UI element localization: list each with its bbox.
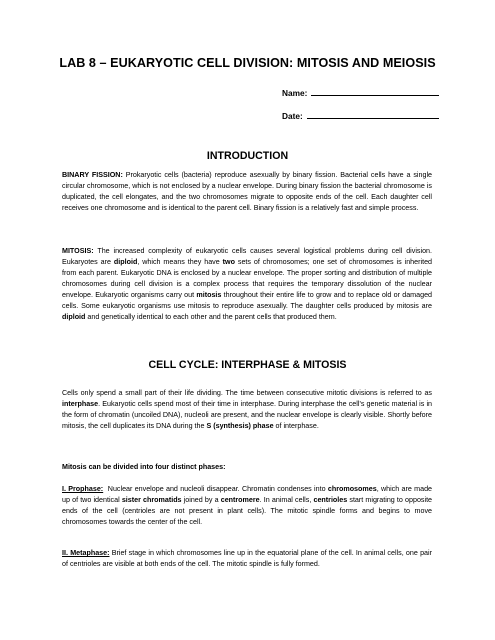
metaphase-paragraph: [62, 548, 432, 570]
binary-fission-label: BINARY FISSION:: [62, 171, 123, 179]
interphase-text-2: . Eukaryotic cells spend most of their time in interphase. During interphase the cell's genetic material is in the form of chromatin (uncoiled DNA), nucleoli are present, and the nuclear envelope is clearly visible. Shortly before mitosis, the cell duplicates its DNA during the: [62, 400, 432, 430]
interphase-text-1: Cells only spend a small part of their life dividing. The time between consecutive mitotic divisions is referred to as: [62, 389, 432, 397]
term-centromere: centromere: [220, 496, 260, 504]
phases-intro: [62, 462, 432, 473]
name-field[interactable]: [282, 87, 439, 98]
page-title: LAB 8 – EUKARYOTIC CELL DIVISION: MITOSIS AND MEIOSIS: [59, 56, 436, 70]
mitosis-term-diploid: diploid: [113, 258, 138, 266]
metaphase-label: II. Metaphase:: [62, 549, 110, 557]
term-interphase: interphase: [62, 400, 99, 408]
term-s-phase: S (synthesis) phase: [206, 422, 274, 430]
interphase-paragraph: [62, 388, 432, 432]
mitosis-text-5: and genetically identical to each other and the parent cells that produced them.: [87, 313, 337, 321]
mitosis-text-4: throughout their entire life to grow and to replace old or damaged cells. Some eukaryotic organisms use mitosis to reproduce asexually. The daughter cells produced by mitosis are: [62, 291, 433, 310]
date-label: Date:: [282, 111, 303, 121]
prophase-text-4: . In animal cells,: [259, 496, 312, 504]
mitosis-paragraph: [62, 246, 432, 323]
mitosis-term-diploid-2: diploid: [62, 313, 86, 321]
term-centrioles: centrioles: [313, 496, 348, 504]
prophase-paragraph: [62, 484, 432, 528]
prophase-text-1: Nuclear envelope and nucleoli disappear. Chromatin condenses into: [107, 485, 326, 493]
introduction-heading: INTRODUCTION: [206, 150, 289, 162]
binary-fission-text: Prokaryotic cells (bacteria) reproduce asexually by binary fission. Bacterial cells have a single circular chromosome, which is not enclosed by a nuclear envelope. During binary fission the bacterial chromosome is duplicated, the cell elongates, and the two chromosomes migrate to opposite ends of the cell. Each daughter cell receives one chromosome and is identical to the parent cell. Binary fission is a relatively fast and simple process.: [62, 171, 432, 212]
name-label: Name:: [282, 88, 308, 98]
mitosis-text-2: , which means they have: [137, 258, 220, 266]
prophase-text-3: joined by a: [183, 496, 219, 504]
mitosis-term-two: two: [222, 258, 235, 266]
mitosis-text-1: The increased complexity of eukaryotic cells causes several logistical problems during cell division. Eukaryotes are: [62, 247, 432, 266]
binary-fission-paragraph: [62, 170, 432, 214]
prophase-label: I. Prophase:: [62, 485, 104, 493]
mitosis-label: MITOSIS:: [62, 247, 94, 255]
term-chromosomes: chromosomes: [327, 485, 377, 493]
date-blank-line[interactable]: [307, 110, 439, 119]
cell-cycle-heading: CELL CYCLE: INTERPHASE & MITOSIS: [148, 359, 347, 371]
phases-intro-text: Mitosis can be divided into four distinct phases:: [62, 463, 226, 471]
mitosis-text-3: sets of chromosomes; one set of chromosomes is inherited from each parent. Eukaryotic DNA is enclosed by a nuclear envelope. The proper sorting and distribution of multiple chromosomes during cell division is a complex process that requires the temporary dissolution of the nuclear envelope. Eukaryotic organisms carry out: [62, 258, 433, 299]
metaphase-text: Brief stage in which chromosomes line up in the equatorial plane of the cell. In animal cells, one pair of centrioles are visible at both ends of the cell. The mitotic spindle is fully formed.: [62, 549, 432, 568]
prophase-text-2: , which are made up of two identical: [62, 485, 433, 504]
interphase-text-3: of interphase.: [275, 422, 319, 430]
prophase-text-5: start migrating to opposite ends of the cell (centrioles are not present in plant cells). The mitotic spindle forms and begins to move chromosomes towards the center of the cell.: [62, 496, 433, 526]
mitosis-term-mitosis: mitosis: [196, 291, 222, 299]
date-field[interactable]: [282, 110, 439, 121]
name-blank-line[interactable]: [311, 87, 439, 96]
term-sister-chromatids: sister chromatids: [121, 496, 182, 504]
